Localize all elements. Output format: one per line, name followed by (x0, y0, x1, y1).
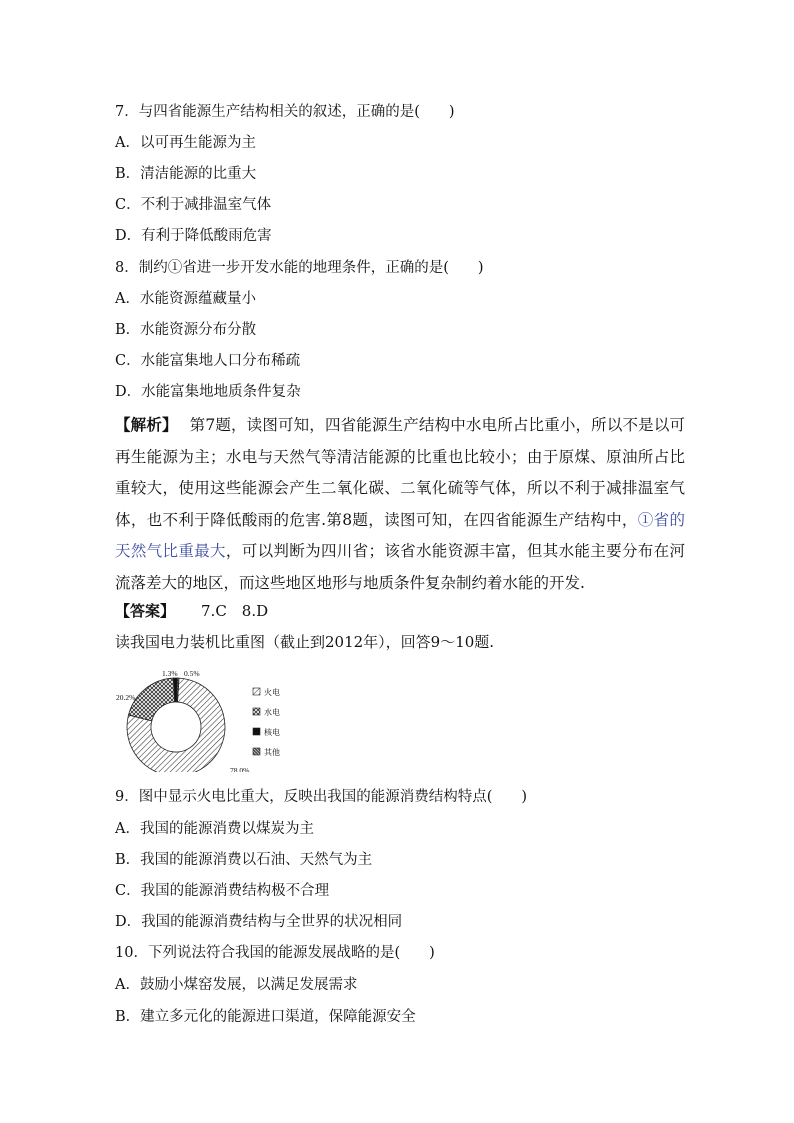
question-9-option-c: C．我国的能源消费结构极不合理 (115, 883, 330, 899)
question-7-stem: 7．与四省能源生产结构相关的叙述，正确的是( ) (115, 104, 455, 120)
donut-slices (127, 678, 225, 772)
question-10-stem: 10．下列说法符合我国的能源发展战略的是( ) (115, 945, 435, 961)
question-10-option-a: A．鼓励小煤窑发展，以满足发展需求 (115, 977, 358, 993)
question-7-option-b: B．清洁能源的比重大 (115, 166, 257, 182)
analysis-tag: 【解析】 (115, 415, 178, 434)
legend-label-2: 水电 (264, 708, 280, 717)
legend-label-4: 其他 (264, 748, 280, 757)
question-7-option-d: D．有利于降低酸雨危害 (115, 228, 272, 244)
question-9-option-b: B．我国的能源消费以石油、天然气为主 (115, 852, 373, 868)
power-capacity-chart (110, 662, 360, 772)
donut-chart-svg (110, 662, 360, 772)
legend-label-3: 核电 (264, 728, 280, 737)
slice-value-label-2: 20.2% (116, 693, 136, 702)
chart-intro: 读我国电力装机比重图（截止到2012年），回答9～10题. (115, 633, 495, 651)
legend-swatch-3 (253, 728, 260, 735)
question-9-option-d: D．我国的能源消费结构与全世界的状况相同 (115, 914, 403, 930)
question-7-option-a: A．以可再生能源为主 (115, 135, 256, 151)
legend-swatch-1 (253, 688, 260, 695)
question-9-stem: 9．图中显示火电比重大，反映出我国的能源消费结构特点( ) (115, 789, 528, 805)
analysis-text-before: 第7题，读图可知，四省能源生产结构中水电所占比重小，所以不是以可再生能源为主；水电与天然气等清洁能源的比重也比较小；由于原煤、原油所占比重较大，使用这些能源会产生二氧化碳、二氧化硫等气体，所以不利于减排温室气体，也不利于降低酸雨的危害.第8题，读图可知，在四省能源生产结构中， (115, 416, 685, 529)
question-8-option-b: B．水能资源分布分散 (115, 322, 257, 338)
legend-swatch-2 (253, 708, 260, 715)
legend-swatch-4 (253, 748, 260, 755)
question-8-option-d: D．水能富集地地质条件复杂 (115, 384, 301, 400)
answer-value: 7.C 8.D (201, 602, 269, 620)
question-10-option-b: B．建立多元化的能源进口渠道，保障能源安全 (115, 1009, 416, 1025)
legend-label-1: 火电 (264, 688, 280, 697)
question-8-option-a: A．水能资源蕴藏量小 (115, 291, 256, 307)
answer-line (115, 601, 268, 621)
analysis-paragraph (115, 409, 685, 599)
slice-value-label-4: 0.5% (184, 669, 200, 678)
analysis-text-after: ，可以判断为四川省；该省水能资源丰富，但其水能主要分布在河流落差大的地区，而这些地区地形与地质条件复杂制约着水能的开发. (115, 542, 685, 592)
analysis-highlight: ①省的天然气比重最大 (115, 510, 685, 560)
question-8-option-c: C．水能富集地人口分布稀疏 (115, 353, 301, 369)
donut-slice-2 (129, 678, 175, 721)
slice-value-label-3: 1.3% (162, 669, 178, 678)
question-7-option-c: C．不利于减排温室气体 (115, 197, 272, 213)
answer-tag: 【答案】 (115, 602, 176, 620)
chart-legend (253, 687, 280, 757)
slice-value-label-1: 78.0% (230, 766, 250, 772)
question-9-option-a: A．我国的能源消费以煤炭为主 (115, 821, 314, 837)
question-8-stem: 8．制约①省进一步开发水能的地理条件，正确的是( ) (115, 260, 484, 276)
